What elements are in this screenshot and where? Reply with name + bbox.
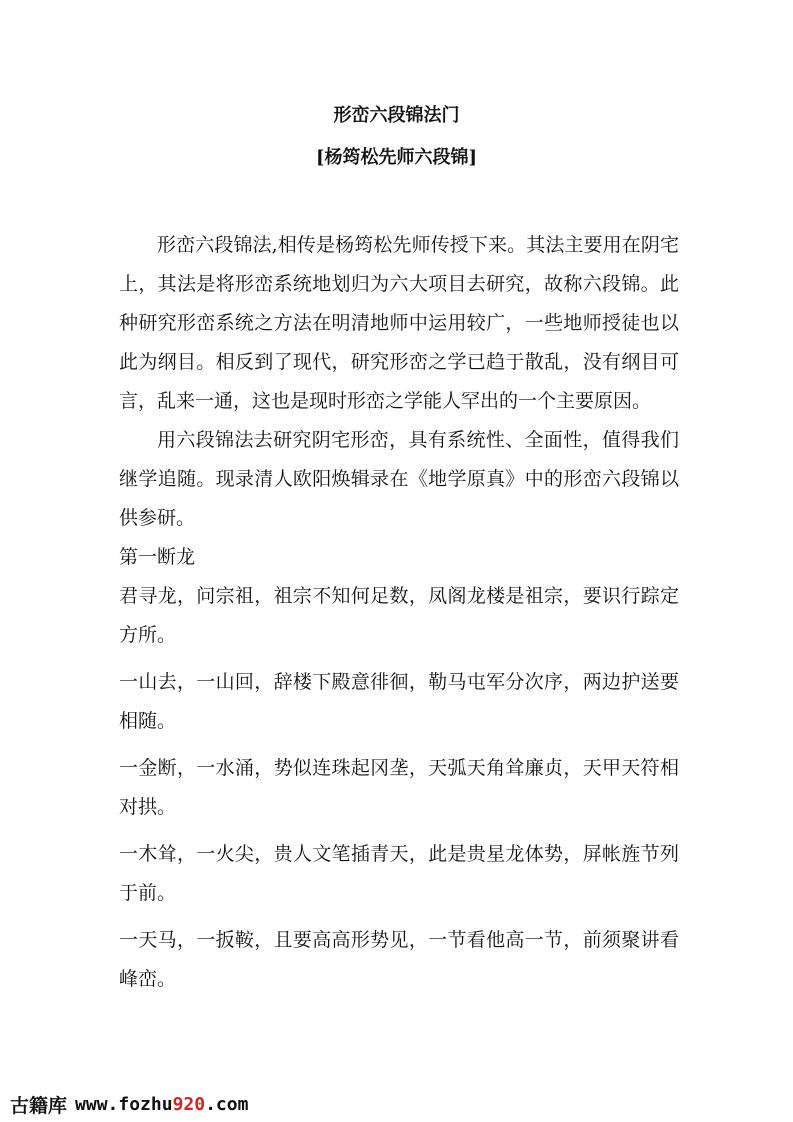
verse-line: 君寻龙，问宗祖，祖宗不知何足数，凤阁龙楼是祖宗，要识行踪定方所。 (119, 585, 679, 646)
verse-line: 一木耸，一火尖，贵人文笔插青天，此是贵星龙体势，屏帐旌节列于前。 (119, 843, 679, 904)
verse-line: 一天马，一扳鞍，且要高高形势见，一节看他高一节，前须聚讲看峰峦。 (119, 929, 679, 990)
footer-url-prefix: www.fozhu (75, 1093, 173, 1115)
intro-paragraph-2: 用六段锦法去研究阴宅形峦，具有系统性、全面性，值得我们继学追随。现录清人欧阳焕辑录在《地学原真》中的形峦六段锦以供参研。 (119, 429, 679, 529)
footer-url-number: 920 (172, 1093, 206, 1115)
verse-line: 一山去，一山回，辞楼下殿意徘徊，勒马屯军分次序，两边护送要相随。 (119, 671, 679, 732)
verse-line: 一金断，一水涌，势似连珠起冈垄，天弧天角耸廉贞，天甲天符相对拱。 (119, 757, 679, 818)
document-subtitle: [杨筠松先师六段锦] (315, 147, 478, 168)
section-heading: 第一断龙 (119, 546, 196, 568)
footer-watermark (10, 1090, 248, 1118)
footer-site-name: 古籍库 (10, 1094, 68, 1117)
footer-url-suffix: .com (205, 1093, 249, 1115)
document-body (119, 226, 679, 1007)
document-title: 形峦六段锦法门 (333, 105, 460, 126)
footer-url (75, 1094, 248, 1115)
intro-paragraph-1: 形峦六段锦法,相传是杨筠松先师传授下来。其法主要用在阴宅上，其法是将形峦系统地划归为六大项目去研究，故称六段锦。此种研究形峦系统之方法在明清地师中运用较广，一些地师授徒也以此为纲目。相反到了现代，研究形峦之学已趋于散乱，没有纲目可言，乱来一通，这也是现时形峦之学能人罕出的一个主要原因。 (119, 234, 679, 412)
